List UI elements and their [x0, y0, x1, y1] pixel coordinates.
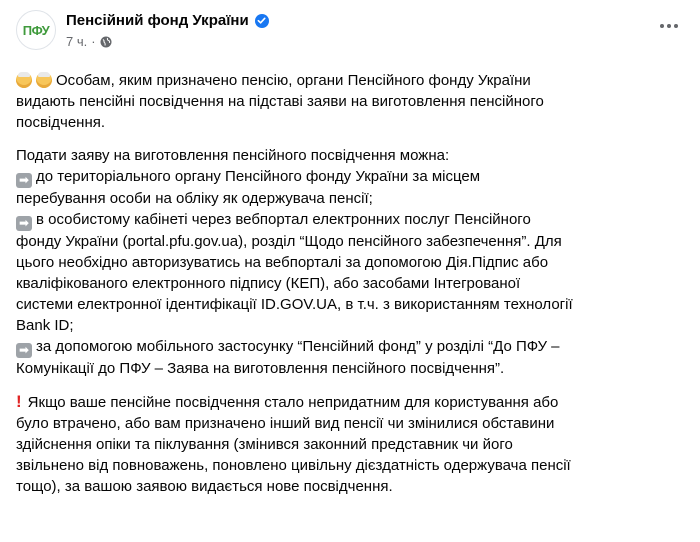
- exclamation-emoji-icon: !: [16, 392, 22, 411]
- text-line: в особистому кабінеті через вебпортал електронних послуг Пенсійного: [36, 211, 531, 228]
- text-line: за допомогою мобільного застосунку “Пенсійний фонд” у розділі “До ПФУ –: [36, 338, 560, 355]
- paragraph-2: [16, 145, 684, 379]
- text-line: Особам, яким призначено пенсію, органи Пенсійного фонду України: [56, 72, 531, 89]
- more-options-icon[interactable]: [654, 16, 684, 36]
- paragraph-1-line-3: посвідчення.: [16, 114, 106, 131]
- text-line: до територіального органу Пенсійного фонду України за місцем: [36, 168, 481, 185]
- paragraph-3-line-4: звільнено від повноважень, поновлено цивільну дієздатність одержувача пенсії: [16, 457, 571, 474]
- list-item-2-line-3: цього необхідно авторизуватись на вебпорталі за допомогою Дія.Підпис або: [16, 254, 549, 271]
- list-item-2-line-2: фонду України (portal.pfu.gov.ua), розділ “Щодо пенсійного забезпечення”. Для: [16, 233, 562, 250]
- page-avatar[interactable]: ПФУ: [16, 10, 56, 50]
- list-item-3-line-2: Комунікації до ПФУ – Заява на виготовлення пенсійного посвідчення”.: [16, 360, 505, 377]
- paragraph-3-line-1: [16, 391, 684, 413]
- right-arrow-emoji-icon: ➡: [16, 343, 32, 358]
- right-arrow-emoji-icon: ➡: [16, 173, 32, 188]
- paragraph-3: [16, 391, 684, 497]
- old-woman-emoji-icon: [36, 72, 52, 88]
- meta-separator: ·: [91, 34, 96, 49]
- page-name-link[interactable]: Пенсійний фонд України: [66, 12, 249, 29]
- old-man-emoji-icon: [16, 72, 32, 88]
- list-item-3-line-1: [16, 336, 684, 358]
- list-item-1-line-1: [16, 166, 684, 188]
- paragraph-1-line-2: видають пенсійні посвідчення на підставі заяви на виготовлення пенсійного: [16, 93, 544, 110]
- name-row: [66, 12, 269, 29]
- post-body: [16, 70, 684, 509]
- list-item-2-line-4: кваліфікованого електронного підпису (КЕП), або засобами Інтегрованої: [16, 275, 521, 292]
- paragraph-2-intro: Подати заяву на виготовлення пенсійного посвідчення можна:: [16, 147, 450, 164]
- paragraph-3-line-5: тощо), за вашою заявою видається нове посвідчення.: [16, 478, 393, 495]
- post-meta: [66, 34, 112, 49]
- text-line: Якщо ваше пенсійне посвідчення стало непридатним для користування або: [27, 394, 559, 411]
- paragraph-1: [16, 70, 684, 133]
- list-item-2-line-5: системи електронної ідентифікації ID.GOV.UA, в т.ч. з використанням технології: [16, 296, 573, 313]
- paragraph-3-line-3: здійснення опіки та піклування (змінився законний представник чи його: [16, 436, 513, 453]
- paragraph-1-line-1: [16, 70, 684, 91]
- right-arrow-emoji-icon: ➡: [16, 216, 32, 231]
- post-time-link[interactable]: 7 ч.: [66, 34, 88, 49]
- list-item-2-line-1: [16, 209, 684, 231]
- list-item-1-line-2: перебування особи на обліку як одержувача пенсії;: [16, 190, 373, 207]
- paragraph-3-line-2: було втрачено, або вам призначено інший вид пенсії чи змінилися обставини: [16, 415, 555, 432]
- globe-icon[interactable]: [100, 36, 112, 48]
- post-header: [16, 10, 684, 66]
- verified-badge-icon: [255, 14, 269, 28]
- list-item-2-line-6: Bank ID;: [16, 317, 74, 334]
